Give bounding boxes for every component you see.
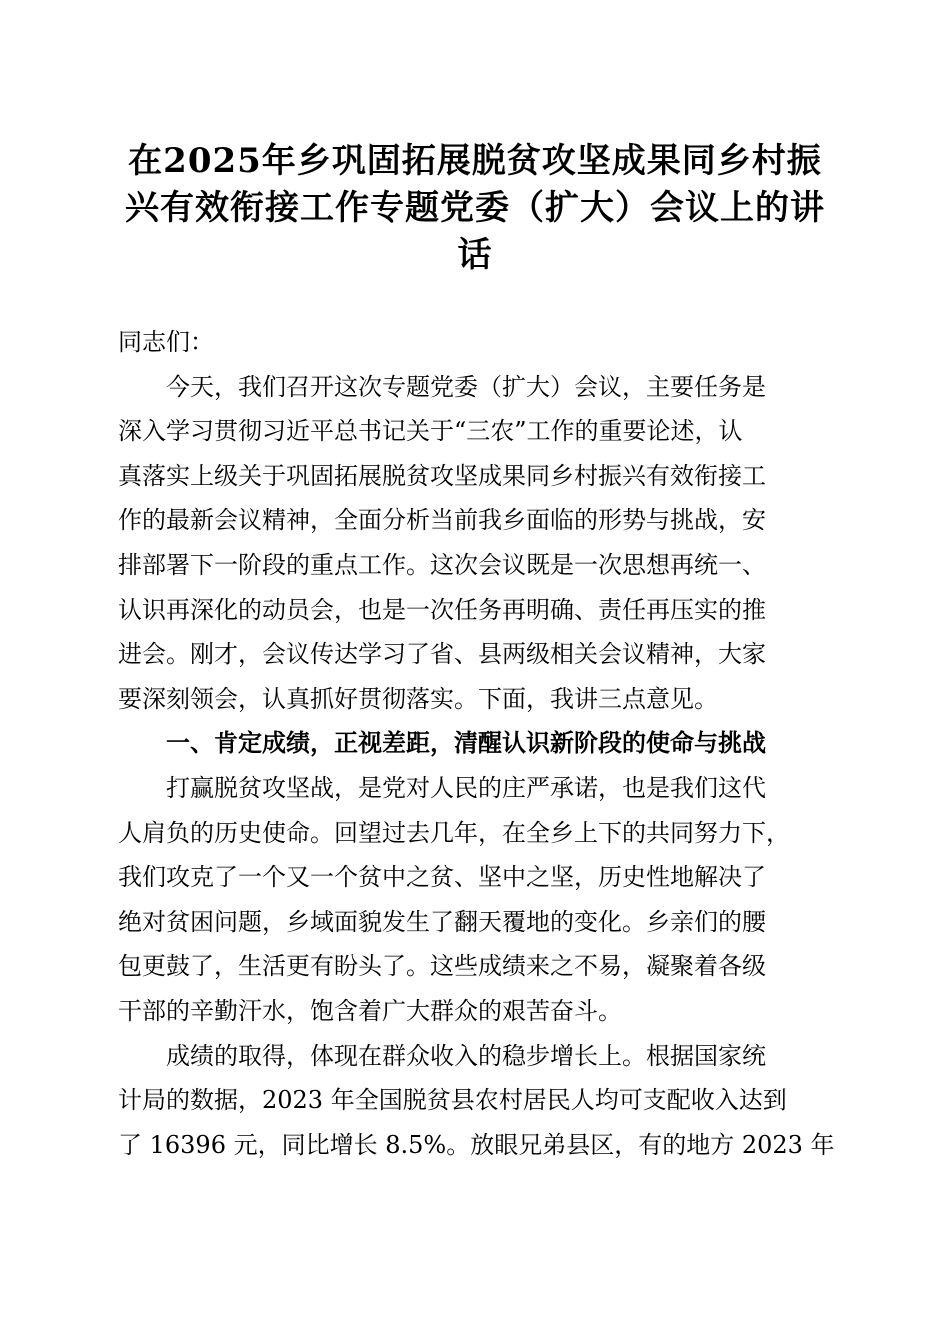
title-line: 兴有效衔接工作专题党委（扩大）会议上的讲 [125, 188, 825, 228]
body-line: 成绩的取得，体现在群众收入的稳步增长上。根据国家统 [118, 1041, 766, 1070]
body-line: 作的最新会议精神，全面分析当前我乡面临的形势与挑战，安 [118, 506, 766, 535]
body-line: 打赢脱贫攻坚战，是党对人民的庄严承诺，也是我们这代 [118, 773, 766, 802]
section-heading: 一、肯定成绩，正视差距，清醒认识新阶段的使命与挑战 [118, 729, 766, 758]
body-line: 计局的数据，2023 年全国脱贫县农村居民人均可支配收入达到 [118, 1086, 787, 1115]
body-line: 同志们： [118, 328, 214, 356]
body-line: 人肩负的历史使命。回望过去几年，在全乡上下的共同努力下， [118, 818, 790, 847]
title-line: 话 [457, 235, 493, 275]
body-line: 绝对贫困问题，乡域面貌发生了翻天覆地的变化。乡亲们的腰 [118, 907, 766, 936]
body-line: 深入学习贯彻习近平总书记关于“三农”工作的重要论述，认 [118, 417, 743, 446]
body-line: 要深刻领会，认真抓好贯彻落实。下面，我讲三点意见。 [118, 684, 718, 713]
body-line: 真落实上级关于巩固拓展脱贫攻坚成果同乡村振兴有效衔接工 [118, 461, 766, 490]
body-line: 我们攻克了一个又一个贫中之贫、坚中之坚，历史性地解决了 [118, 863, 766, 892]
body-line: 包更鼓了，生活更有盼头了。这些成绩来之不易，凝聚着各级 [118, 952, 766, 981]
body-line: 今天，我们召开这次专题党委（扩大）会议，主要任务是 [118, 372, 766, 401]
body-line: 了 16396 元，同比增长 8.5%。放眼兄弟县区，有的地方 2023 年 [118, 1130, 835, 1159]
body-line: 排部署下一阶段的重点工作。这次会议既是一次思想再统一、 [118, 550, 766, 579]
document-title [110, 138, 840, 279]
body-line: 认识再深化的动员会，也是一次任务再明确、责任再压实的推 [118, 595, 766, 624]
document-body [118, 320, 838, 1167]
body-line: 干部的辛勤汗水，饱含着广大群众的艰苦奋斗。 [118, 996, 622, 1025]
body-line: 进会。刚才，会议传达学习了省、县两级相关会议精神，大家 [118, 640, 766, 669]
title-line: 在2025年乡巩固拓展脱贫攻坚成果同乡村振 [128, 141, 822, 181]
